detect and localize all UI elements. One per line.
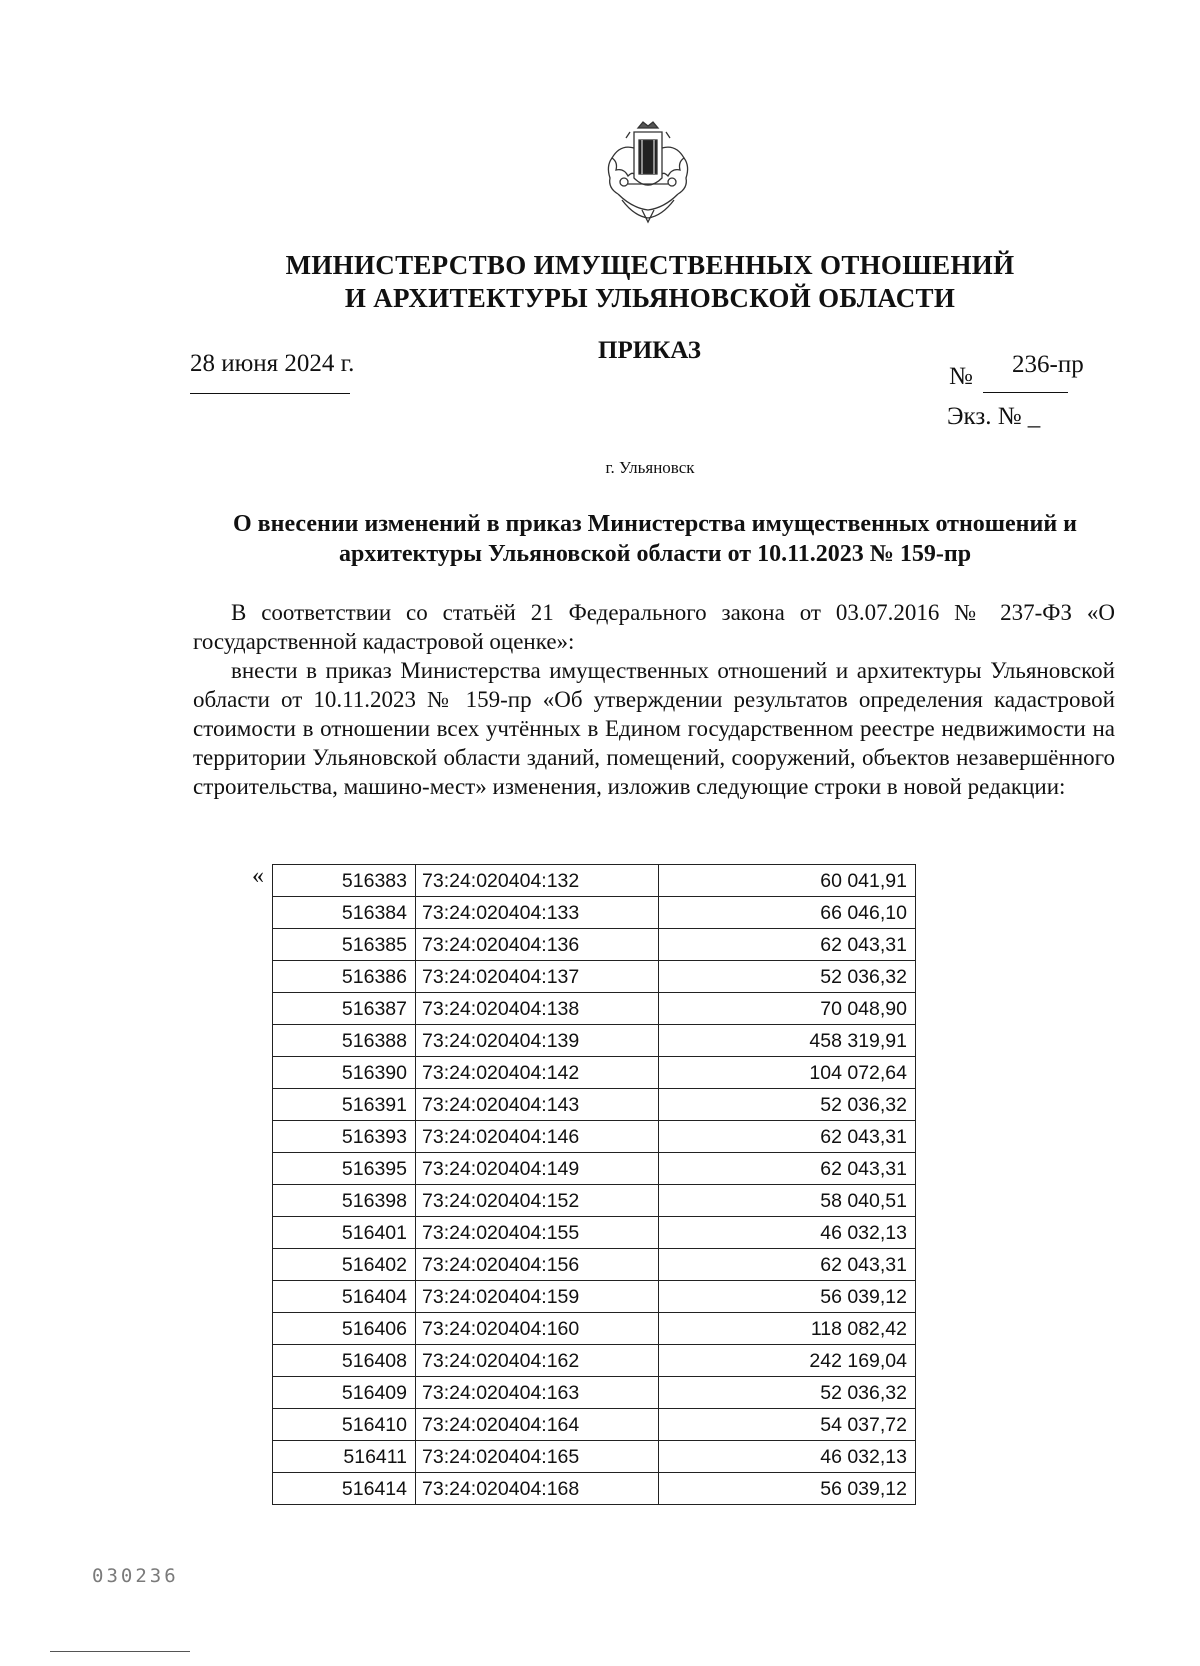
cadastral-number-cell: 73:24:020404:143 <box>416 1089 659 1121</box>
cadastral-number-cell: 73:24:020404:165 <box>416 1441 659 1473</box>
cadastral-number-cell: 73:24:020404:132 <box>416 865 659 897</box>
cadastral-number-cell: 73:24:020404:155 <box>416 1217 659 1249</box>
cadastral-number-cell: 73:24:020404:137 <box>416 961 659 993</box>
cadastral-value-cell: 46 032,13 <box>659 1441 916 1473</box>
row-id-cell: 516414 <box>273 1473 416 1505</box>
cadastral-value-cell: 56 039,12 <box>659 1281 916 1313</box>
table-row <box>273 1281 916 1313</box>
cadastral-value-cell: 242 169,04 <box>659 1345 916 1377</box>
stamp-number: 030236 <box>92 1565 179 1587</box>
row-id-cell: 516410 <box>273 1409 416 1441</box>
row-id-cell: 516401 <box>273 1217 416 1249</box>
cadastral-value-cell: 62 043,31 <box>659 1153 916 1185</box>
order-instruction-paragraph: внести в приказ Министерства имущественных отношений и архитектуры Ульяновской области от 10.11.2023 № 159-пр «Об утверждении результатов определения кадастровой стоимости в отношении всех учтённых в Едином государственном реестре недвижимости на территории Ульяновской области зданий, помещений, сооружений, объектов незавершённого строительства, машино-мест» изменения, изложив следующие строки в новой редакции: <box>193 658 1115 799</box>
ministry-name-line2: И АРХИТЕКТУРЫ УЛЬЯНОВСКОЙ ОБЛАСТИ <box>344 283 956 313</box>
row-id-cell: 516404 <box>273 1281 416 1313</box>
opening-quote-mark: « <box>252 863 264 889</box>
row-id-cell: 516387 <box>273 993 416 1025</box>
coat-of-arms-icon <box>598 118 698 224</box>
cadastral-value-cell: 458 319,91 <box>659 1025 916 1057</box>
table-row <box>273 1345 916 1377</box>
row-id-cell: 516385 <box>273 929 416 961</box>
table-row <box>273 961 916 993</box>
table-row <box>273 1217 916 1249</box>
order-subject: О внесении изменений в приказ Министерства имущественных отношений и архитектуры Ульяновской области от 10.11.2023 № 159-пр <box>233 511 1077 567</box>
cadastral-value-cell: 104 072,64 <box>659 1057 916 1089</box>
cadastral-value-cell: 62 043,31 <box>659 1121 916 1153</box>
cadastral-number-cell: 73:24:020404:138 <box>416 993 659 1025</box>
cadastral-number-cell: 73:24:020404:164 <box>416 1409 659 1441</box>
date-underline <box>190 393 350 394</box>
row-id-cell: 516398 <box>273 1185 416 1217</box>
row-id-cell: 516386 <box>273 961 416 993</box>
row-id-cell: 516409 <box>273 1377 416 1409</box>
cadastral-value-cell: 52 036,32 <box>659 1377 916 1409</box>
cadastral-value-cell: 56 039,12 <box>659 1473 916 1505</box>
table-row <box>273 897 916 929</box>
order-title: ПРИКАЗ <box>598 337 701 364</box>
table-row <box>273 1121 916 1153</box>
table-row <box>273 1313 916 1345</box>
cadastral-number-cell: 73:24:020404:139 <box>416 1025 659 1057</box>
cadastral-value-cell: 58 040,51 <box>659 1185 916 1217</box>
order-number-sign: № <box>949 363 973 390</box>
table-row <box>273 1089 916 1121</box>
copy-number-label: Экз. № _ <box>947 403 1041 430</box>
row-id-cell: 516384 <box>273 897 416 929</box>
row-id-cell: 516391 <box>273 1089 416 1121</box>
cadastral-value-cell: 54 037,72 <box>659 1409 916 1441</box>
cadastral-value-cell: 46 032,13 <box>659 1217 916 1249</box>
table-row <box>273 865 916 897</box>
table-row <box>273 1441 916 1473</box>
cadastral-number-cell: 73:24:020404:142 <box>416 1057 659 1089</box>
row-id-cell: 516393 <box>273 1121 416 1153</box>
cadastral-value-cell: 60 041,91 <box>659 865 916 897</box>
order-number: 236-пр <box>1012 351 1084 378</box>
cadastral-value-cell: 52 036,32 <box>659 1089 916 1121</box>
cadastral-number-cell: 73:24:020404:168 <box>416 1473 659 1505</box>
cadastral-number-cell: 73:24:020404:160 <box>416 1313 659 1345</box>
cadastral-number-cell: 73:24:020404:159 <box>416 1281 659 1313</box>
cadastral-value-cell: 70 048,90 <box>659 993 916 1025</box>
row-id-cell: 516402 <box>273 1249 416 1281</box>
table-row <box>273 1025 916 1057</box>
number-underline <box>983 392 1068 393</box>
cadastral-number-cell: 73:24:020404:133 <box>416 897 659 929</box>
table-row <box>273 1057 916 1089</box>
cadastral-value-cell: 66 046,10 <box>659 897 916 929</box>
row-id-cell: 516390 <box>273 1057 416 1089</box>
row-id-cell: 516388 <box>273 1025 416 1057</box>
table-row <box>273 1409 916 1441</box>
cadastral-number-cell: 73:24:020404:136 <box>416 929 659 961</box>
table-row <box>273 1249 916 1281</box>
table-row <box>273 1153 916 1185</box>
row-id-cell: 516383 <box>273 865 416 897</box>
city-label: г. Ульяновск <box>605 458 695 477</box>
table-row <box>273 1185 916 1217</box>
cadastral-number-cell: 73:24:020404:149 <box>416 1153 659 1185</box>
row-id-cell: 516406 <box>273 1313 416 1345</box>
row-id-cell: 516395 <box>273 1153 416 1185</box>
cadastral-number-cell: 73:24:020404:163 <box>416 1377 659 1409</box>
cadastral-value-table <box>272 864 916 1505</box>
cadastral-value-cell: 52 036,32 <box>659 961 916 993</box>
row-id-cell: 516408 <box>273 1345 416 1377</box>
cadastral-number-cell: 73:24:020404:162 <box>416 1345 659 1377</box>
row-id-cell: 516411 <box>273 1441 416 1473</box>
cadastral-value-cell: 62 043,31 <box>659 929 916 961</box>
ministry-name-line1: МИНИСТЕРСТВО ИМУЩЕСТВЕННЫХ ОТНОШЕНИЙ <box>285 250 1015 280</box>
footer-divider <box>50 1651 190 1652</box>
legal-basis-paragraph: В соответствии со статьёй 21 Федерального закона от 03.07.2016 № 237-ФЗ «О государственной кадастровой оценке»: <box>193 600 1115 654</box>
cadastral-number-cell: 73:24:020404:146 <box>416 1121 659 1153</box>
cadastral-number-cell: 73:24:020404:156 <box>416 1249 659 1281</box>
table-row <box>273 1377 916 1409</box>
table-row <box>273 929 916 961</box>
table-row <box>273 1473 916 1505</box>
table-row <box>273 993 916 1025</box>
cadastral-number-cell: 73:24:020404:152 <box>416 1185 659 1217</box>
order-date: 28 июня 2024 г. <box>190 350 355 377</box>
cadastral-value-cell: 62 043,31 <box>659 1249 916 1281</box>
cadastral-value-cell: 118 082,42 <box>659 1313 916 1345</box>
